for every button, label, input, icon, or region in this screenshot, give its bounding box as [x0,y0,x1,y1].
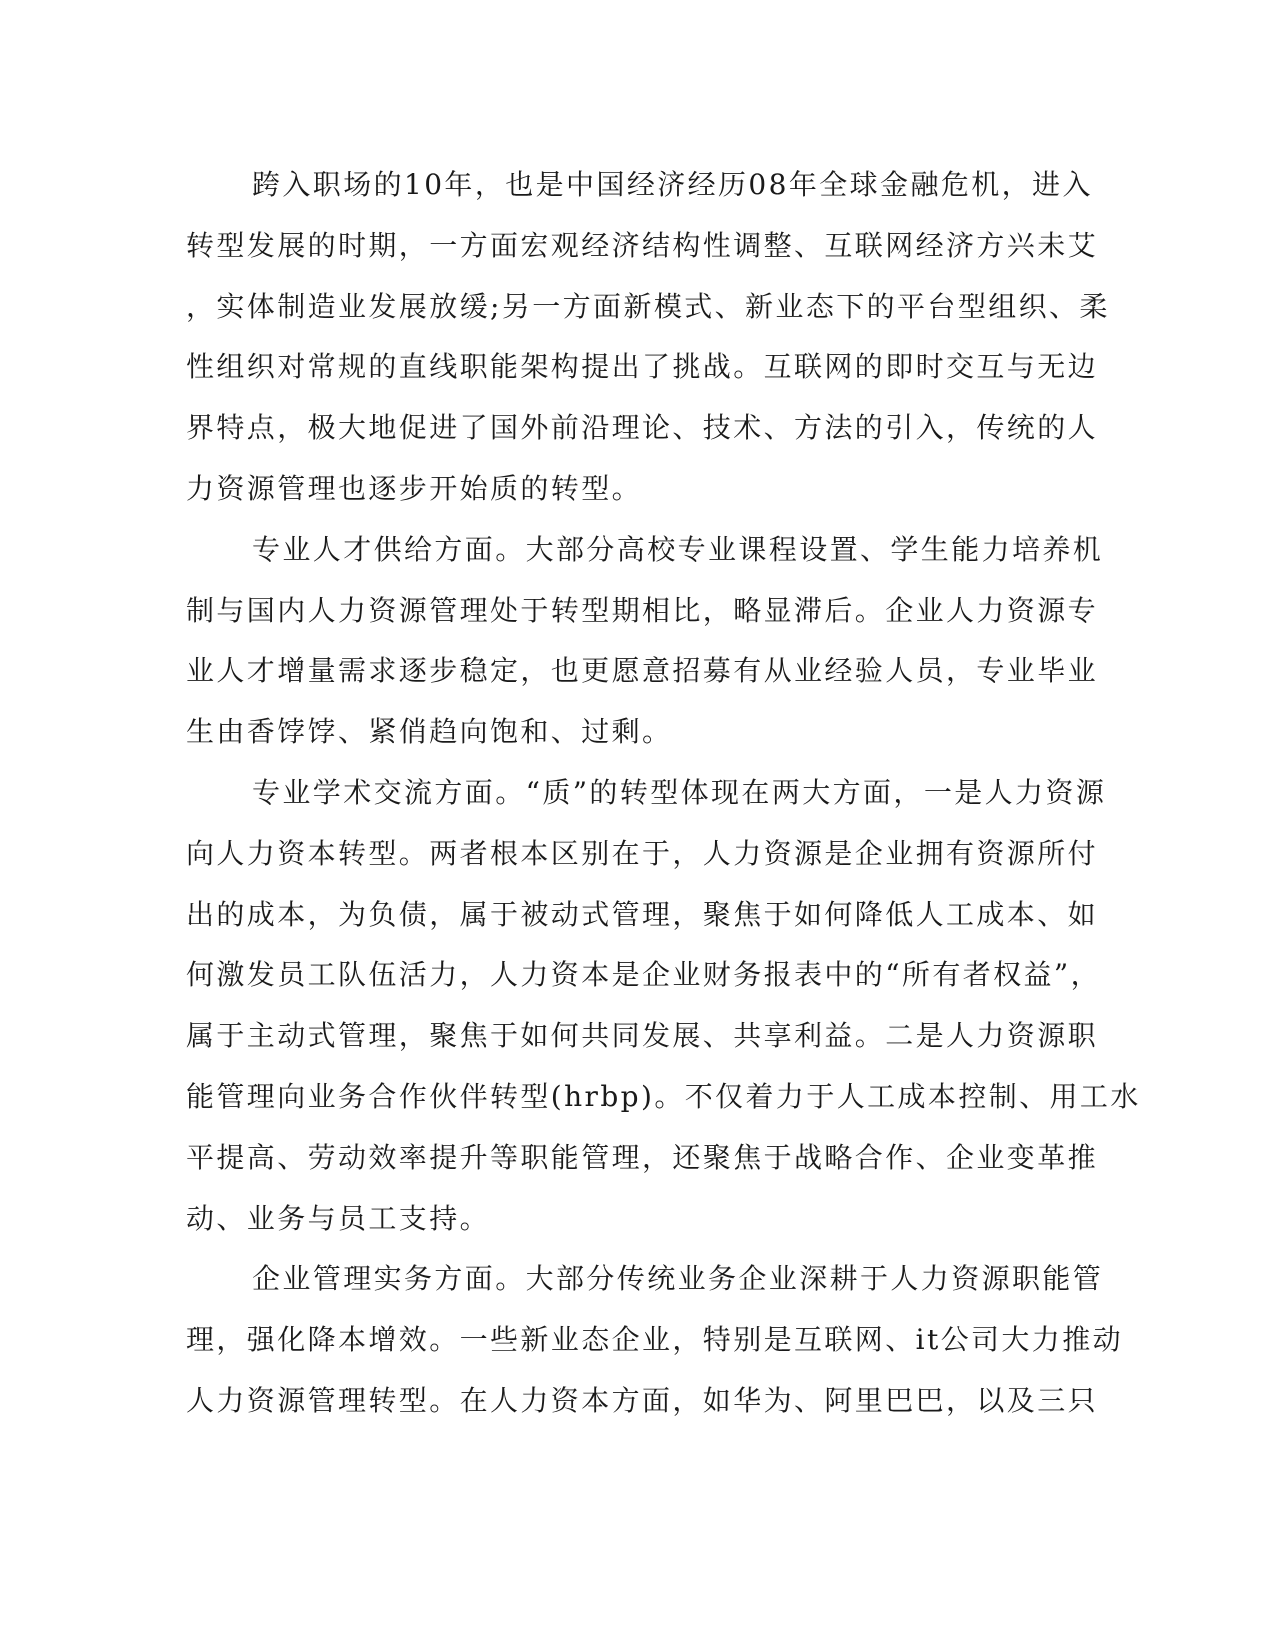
paragraph-1 [186,155,1110,520]
text-line: 专业人才供给方面。大部分高校专业课程设置、学生能力培养机 [252,532,1104,566]
paragraph-4 [186,1249,1124,1431]
text-line: 专业学术交流方面。“质”的转型体现在两大方面，一是人力资源 [252,775,1107,809]
paragraph-2 [186,520,1104,763]
text-line: 平提高、劳动效率提升等职能管理，还聚焦于战略合作、企业变革推 [186,1140,1099,1174]
text-line: 跨入职场的10年，也是中国经济经历08年全球金融危机，进入 [252,168,1093,201]
paragraph-3 [186,763,1141,1249]
text-line: 界特点，极大地促进了国外前沿理论、技术、方法的引入，传统的人 [186,411,1099,445]
text-line: 何激发员工队伍活力，人力资本是企业财务报表中的“所有者权益”， [186,958,1102,992]
text-line: 能管理向业务合作伙伴转型(hrbp)。不仅着力于人工成本控制、用工水 [186,1079,1141,1113]
text-line: 业人才增量需求逐步稳定，也更愿意招募有从业经验人员，专业毕业 [186,654,1099,688]
text-line: 人力资源管理转型。在人力资本方面，如华为、阿里巴巴，以及三只 [186,1383,1099,1417]
text-line: 出的成本，为负债，属于被动式管理，聚焦于如何降低人工成本、如 [186,897,1099,931]
text-line: 转型发展的时期，一方面宏观经济结构性调整、互联网经济方兴未艾 [186,228,1099,262]
text-line: 企业管理实务方面。大部分传统业务企业深耕于人力资源职能管 [252,1262,1104,1296]
body-text [186,155,1141,1432]
text-line: 制与国内人力资源管理处于转型期相比，略显滞后。企业人力资源专 [186,593,1099,627]
text-line: 力资源管理也逐步开始质的转型。 [186,471,643,505]
text-line: 生由香饽饽、紧俏趋向饱和、过剩。 [186,715,673,749]
text-line: 理，强化降本增效。一些新业态企业，特别是互联网、it公司大力推动 [186,1323,1124,1357]
text-line: 动、业务与员工支持。 [186,1201,491,1235]
text-line: 性组织对常规的直线职能架构提出了挑战。互联网的即时交互与无边 [186,350,1099,384]
text-line: 属于主动式管理，聚焦于如何共同发展、共享利益。二是人力资源职 [186,1019,1099,1053]
text-line: ，实体制造业发展放缓;另一方面新模式、新业态下的平台型组织、柔 [186,289,1110,323]
text-line: 向人力资本转型。两者根本区别在于，人力资源是企业拥有资源所付 [186,836,1099,870]
